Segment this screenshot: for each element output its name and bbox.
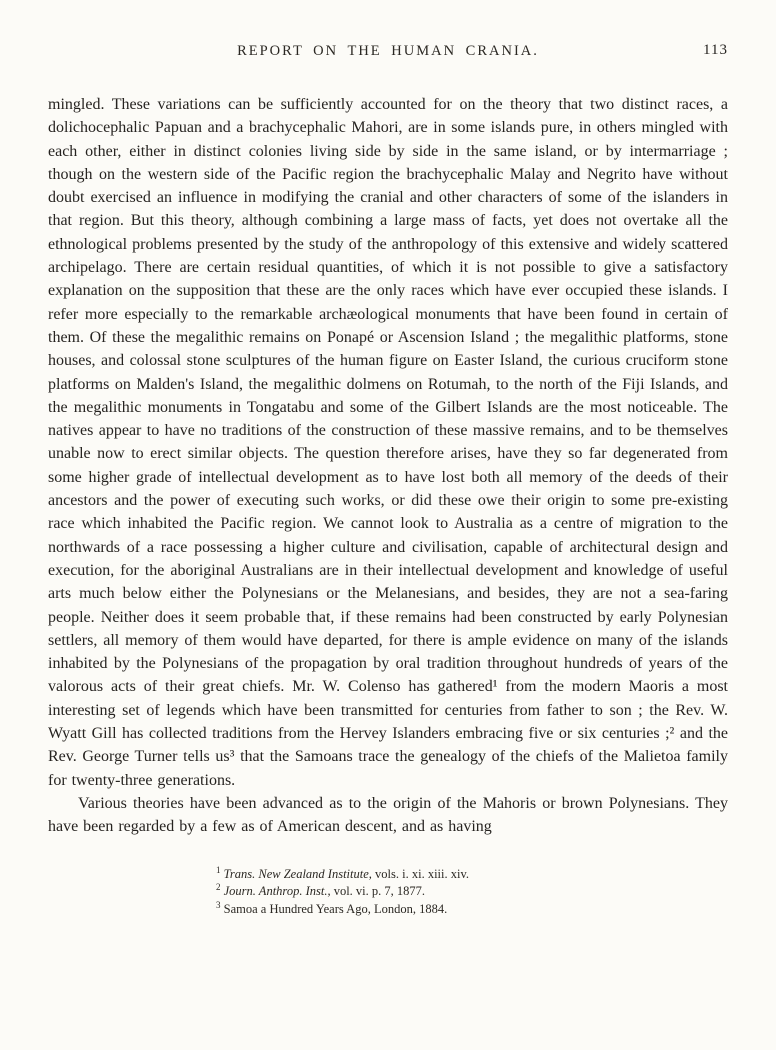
paragraph: Various theories have been advanced as to the origin of the Mahoris or brown Polynesians. They have been regarded by a few as of American descent, and as having xyxy=(48,794,728,836)
footnotes xyxy=(48,866,728,919)
footnote xyxy=(216,901,728,919)
footnote xyxy=(216,866,728,884)
footnote-detail: vols. i. xi. xiii. xiv. xyxy=(371,866,470,881)
footnote-marker: 3 xyxy=(216,899,221,910)
footnote-detail: vol. vi. p. 7, 1877. xyxy=(330,884,426,898)
footnote-detail: Samoa a Hundred Years Ago, London, 1884. xyxy=(223,901,448,916)
footnote-source-title: Journ. Anthrop. Inst., xyxy=(223,884,331,898)
footnote-source-title: Trans. New Zealand Institute, xyxy=(223,866,372,881)
footnote xyxy=(216,883,728,901)
paragraph-continuation: mingled. These variations can be sufficiently accounted for on the theory that two distinct races, a dolichocephalic Papuan and a brachycephalic Mahori, are in some islands pure, in others mingled with each other, either in distinct colonies living side by side in the same island, or by intermarriage ; though on the western side of the Pacific region the brachycephalic Malay and Negrito have without doubt exercised an influence in modifying the cranial and other characters of some of the islanders in that region. But this theory, although combining a large mass of facts, yet does not overtake all the ethnological problems presented by the study of the anthropology of this extensive and widely scattered archipelago. There are certain residual quantities, of which it is not possible to give a satisfactory explanation on the supposition that these are the only races which have ever occupied these islands. I refer more especially to the remarkable archæological monuments that have been found in certain of them. Of these the megalithic remains on Ponapé or Ascension Island ; the megalithic platforms, stone houses, and colossal stone sculptures of the human figure on Easter Island, the curious cruciform stone platforms on Malden's Island, the megalithic dolmens on Rotumah, to the north of the Fiji Islands, and the megalithic monuments in Tongatabu and some of the Gilbert Islands are the most noticeable. The natives appear to have no traditions of the construction of these massive remains, and to be themselves unable now to erect similar objects. The question therefore arises, have they so far degenerated from some higher grade of intellectual development as to have lost both all memory of the deeds of their ancestors and the power of executing such works, or did these owe their origin to some pre-existing race which inhabited the Pacific region. We cannot look to Australia as a centre of migration to the northwards of a race possessing a higher culture and civilisation, capable of architectural design and execution, for the aboriginal Australians are in their intellectual development and knowledge of useful arts much below either the Polynesians or the Melanesians, and besides, they are not a sea-faring people. Neither does it seem probable that, if these remains had been constructed by early Polynesian settlers, all memory of them would have departed, for there is ample evidence on many of the islands inhabited by the Polynesians of the propagation by oral tradition throughout hundreds of years of the valorous acts of their great chiefs. Mr. W. Colenso has gathered¹ from the modern Maoris a most interesting set of legends which have been transmitted for centuries from father to son ; the Rev. W. Wyatt Gill has collected traditions from the Hervey Islanders embracing five or six centuries ;² and the Rev. George Turner tells us³ that the Samoans trace the genealogy of the chiefs of the Malietoa family for twenty-three generations. xyxy=(48,96,728,789)
page-number: 113 xyxy=(703,42,728,58)
page-body xyxy=(48,93,728,839)
footnote-marker: 1 xyxy=(216,864,221,875)
page-header xyxy=(48,42,728,62)
footnote-marker: 2 xyxy=(216,881,221,892)
running-title: REPORT ON THE HUMAN CRANIA. xyxy=(237,43,539,59)
